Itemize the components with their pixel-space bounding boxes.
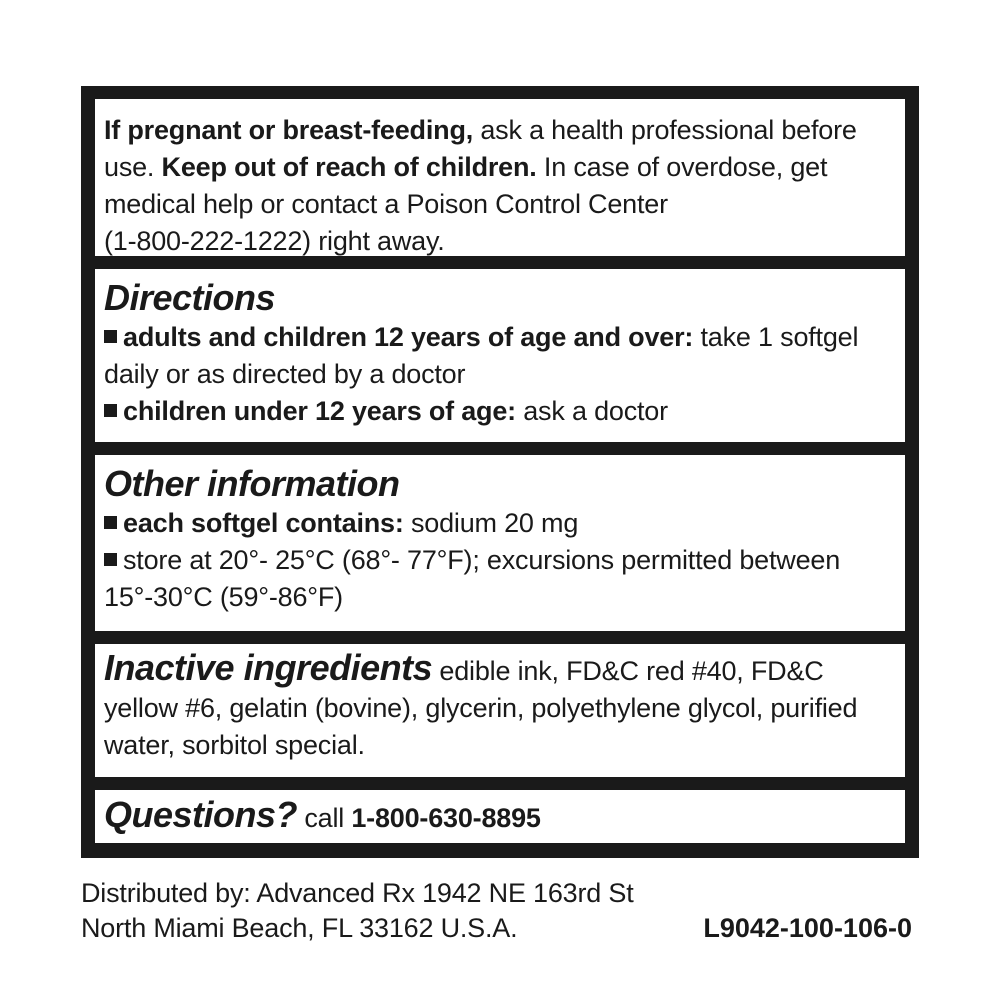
other-info-item-softgel <box>104 505 905 542</box>
questions-phone: 1-800-630-8895 <box>351 803 541 833</box>
questions-line <box>104 796 905 837</box>
warnings-line-4: (1-800-222-1222) right away. <box>104 226 445 256</box>
pregnant-warning-label: If pregnant or breast-feeding, <box>104 115 474 145</box>
other-info-item-storage-cont: 15°-30°C (59°-86°F) <box>104 582 343 612</box>
pregnant-warning-text: ask a health professional before <box>473 115 857 145</box>
warnings-line-3: medical help or contact a Poison Control Center <box>104 189 668 219</box>
questions-heading: Questions? <box>104 794 298 835</box>
inactive-line-3: water, sorbitol special. <box>104 730 365 760</box>
inactive-ingredients-section <box>95 644 905 777</box>
directions-section <box>95 269 905 442</box>
directions-item-children <box>104 393 905 430</box>
keep-out-warning-label: Keep out of reach of children. <box>161 152 537 182</box>
warnings-section <box>95 99 905 256</box>
adults-label: adults and children 12 years of age and over: <box>123 322 694 352</box>
questions-section <box>95 790 905 843</box>
softgel-contains-label: each softgel contains: <box>123 508 404 538</box>
other-information-heading: Other information <box>104 463 400 504</box>
softgel-contains-text: sodium 20 mg <box>403 508 579 538</box>
warnings-line-1 <box>104 112 905 149</box>
storage-text: store at 20°- 25°C (68°- 77°F); excursions permitted between <box>123 545 841 575</box>
distributor-info <box>81 876 634 946</box>
directions-item-adults-cont: daily or as directed by a doctor <box>104 359 466 389</box>
distributor-line-2: North Miami Beach, FL 33162 U.S.A. <box>81 913 518 943</box>
children-label: children under 12 years of age: <box>123 396 516 426</box>
other-info-item-storage <box>104 542 905 579</box>
inactive-line-2: yellow #6, gelatin (bovine), glycerin, polyethylene glycol, purified <box>104 693 858 723</box>
other-information-section <box>95 455 905 631</box>
square-bullet-icon <box>104 553 117 566</box>
square-bullet-icon <box>104 404 117 417</box>
questions-call-text: call <box>297 803 352 833</box>
warnings-line-2-start: use. <box>104 152 162 182</box>
square-bullet-icon <box>104 330 117 343</box>
directions-heading: Directions <box>104 277 276 318</box>
distributor-line-1: Distributed by: Advanced Rx 1942 NE 163rd St <box>81 878 634 908</box>
warnings-line-2 <box>104 149 905 186</box>
lot-code: L9042-100-106-0 <box>703 913 912 943</box>
square-bullet-icon <box>104 516 117 529</box>
overdose-text: In case of overdose, get <box>536 152 828 182</box>
inactive-line-1 <box>104 649 905 690</box>
inactive-line-1-text: edible ink, FD&C red #40, FD&C <box>432 656 824 686</box>
drug-facts-panel <box>81 86 919 858</box>
inactive-ingredients-heading: Inactive ingredients <box>104 647 433 688</box>
children-text: ask a doctor <box>515 396 668 426</box>
directions-item-adults <box>104 319 905 356</box>
adults-text: take 1 softgel <box>693 322 859 352</box>
